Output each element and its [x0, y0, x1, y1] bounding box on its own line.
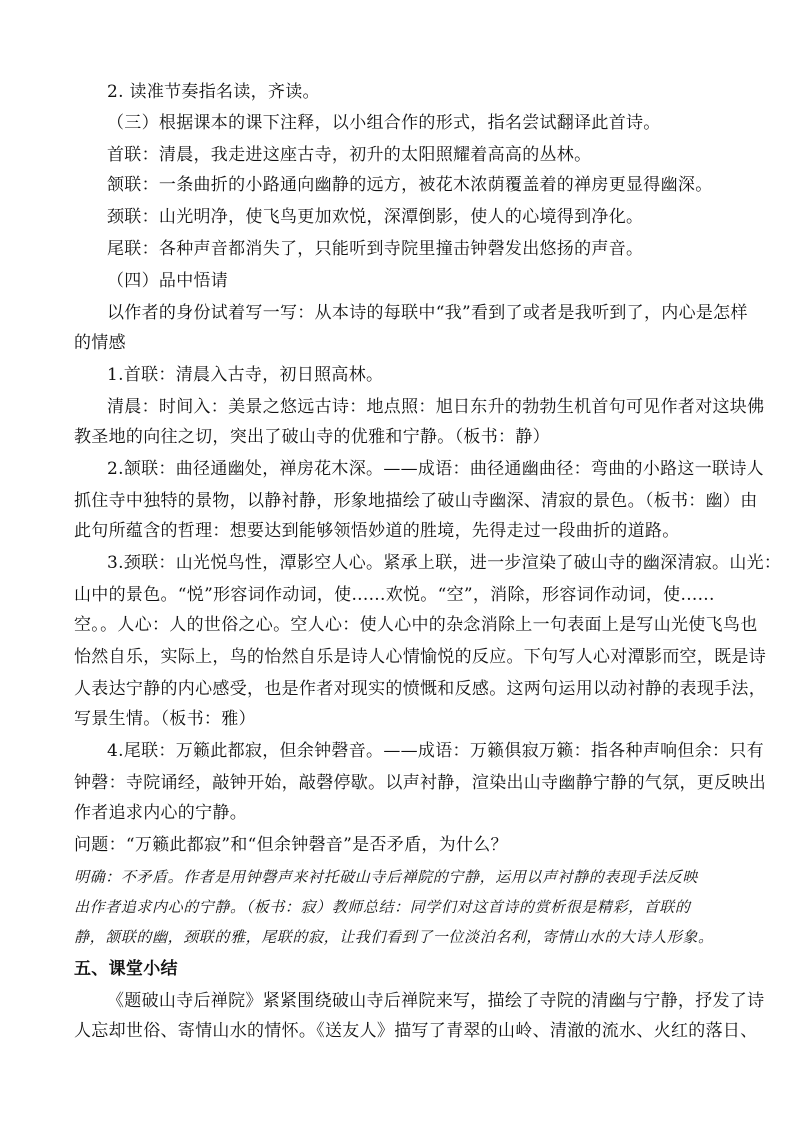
text-line: 钟磬：寺院诵经，敲钟开始，敲磬停歇。以声衬静，渲染出山寺幽静宁静的气氛，更反映出 — [74, 773, 766, 793]
text-line: 以作者的身份试着写一写：从本诗的每联中“我”看到了或者是我听到了，内心是怎样 — [107, 303, 748, 323]
text-line: 2.颔联：曲径通幽处，禅房花木深。——成语：曲径通幽曲径：弯曲的小路这一联诗人 — [107, 459, 764, 479]
text-line: 的情感 — [74, 333, 126, 353]
section-heading: （四）品中悟请 — [107, 271, 229, 291]
text-line: 教圣地的向往之切，突出了破山寺的优雅和宁静。（板书：静） — [74, 427, 550, 447]
text-line: 颈联：山光明净，使飞鸟更加欢悦，深潭倒影，使人的心境得到净化。 — [107, 207, 644, 227]
text-line: 山中的景色。“悦”形容词作动词，使......欢悦。“空”，消除，形容词作动词，使...... — [74, 585, 715, 605]
text-line: 《题破山寺后禅院》紧紧围绕破山寺后禅院来写，描绘了寺院的清幽与宁静，抒发了诗 — [107, 991, 765, 1011]
question-line: 问题：“万籁此都寂”和“但余钟磬音”是否矛盾，为什么？ — [74, 835, 508, 855]
text-line: 空。。人心：人的世俗之心。空人心：使人心中的杂念消除上一句表面上是写山光使飞鸟也 — [74, 615, 758, 635]
text-line: 人忘却世俗、寄情山水的情怀。《送友人》描写了青翠的山岭、清澈的流水、火红的落日、 — [74, 1021, 758, 1041]
text-line: 此句所蕴含的哲理：想要达到能够领悟妙道的胜境，先得走过一段曲折的道路。 — [74, 521, 680, 541]
text-line: 抓住寺中独特的景物，以静衬静，形象地描绘了破山寺幽深、清寂的景色。（板书：幽）由 — [74, 491, 758, 511]
text-line: 1.首联：清晨入古寺，初日照高林。 — [107, 365, 384, 385]
text-line: 3.颈联：山光悦鸟性，潭影空人心。紧承上联，进一步渲染了破山寺的幽深清寂。山光： — [107, 553, 782, 573]
text-line: 4.尾联：万籁此都寂，但余钟磬音。——成语：万籁俱寂万籁：指各种声响但余：只有 — [107, 741, 764, 761]
text-line: 尾联：各种声音都消失了，只能听到寺院里撞击钟磬发出悠扬的声音。 — [107, 239, 644, 259]
text-line: （三）根据课本的课下注释，以小组合作的形式，指名尝试翻译此首诗。 — [107, 113, 661, 133]
text-line: 首联：清晨，我走进这座古寺，初升的太阳照耀着高高的丛林。 — [107, 145, 592, 165]
text-line: 2. 读准节奏指名读，齐读。 — [107, 82, 320, 102]
text-line: 作者追求内心的宁静。 — [74, 803, 247, 823]
answer-line: 明确：不矛盾。作者是用钟磬声来衬托破山寺后禅院的宁静，运用以声衬静的表现手法反映 — [74, 868, 699, 886]
section-heading: 五、课堂小结 — [74, 959, 178, 979]
text-line: 写景生情。（板书：雅） — [74, 709, 256, 729]
text-line: 人表达宁静的内心感受，也是作者对现实的愤慨和反感。这两句运用以动衬静的表现手法， — [74, 679, 766, 699]
text-line: 怡然自乐，实际上，鸟的怡然自乐是诗人心情愉悦的反应。下句写人心对潭影而空，既是诗 — [74, 647, 766, 667]
text-line: 颔联：一条曲折的小路通向幽静的远方，被花木浓荫覆盖着的禅房更显得幽深。 — [107, 175, 713, 195]
answer-line: 静，颔联的幽，颈联的雅，尾联的寂，让我们看到了一位淡泊名利，寄情山水的大诗人形象。 — [74, 928, 714, 946]
answer-line: 出作者追求内心的宁静。（板书：寂）教师总结：同学们对这首诗的赏析很是精彩，首联的 — [74, 898, 691, 916]
text-line: 清晨：时间入：美景之悠远古诗：地点照：旭日东升的勃勃生机首句可见作者对这块佛 — [107, 397, 765, 417]
